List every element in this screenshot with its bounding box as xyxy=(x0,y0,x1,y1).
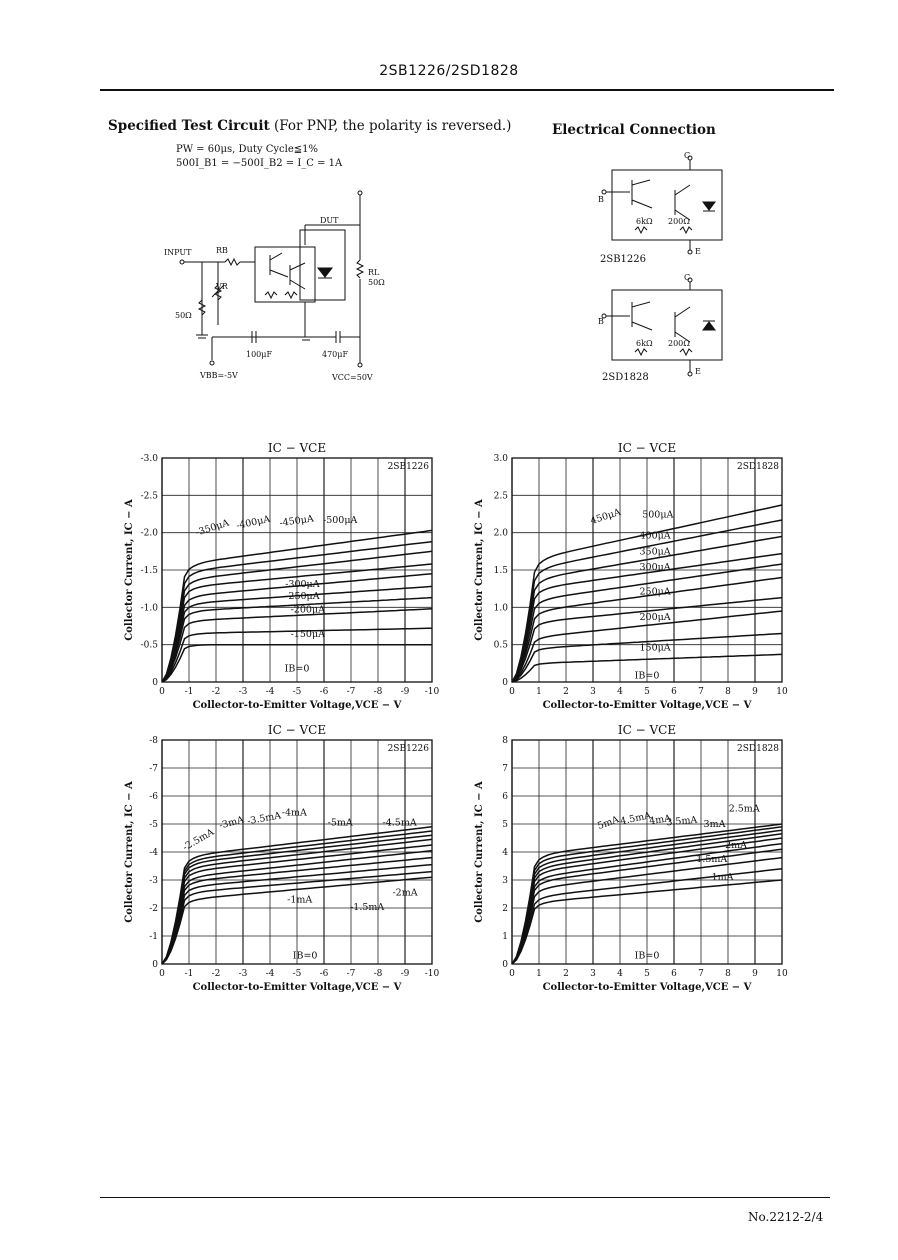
series-label: -200μA xyxy=(290,604,325,616)
x-tick-label: 7 xyxy=(698,687,704,697)
series-label: 1mA xyxy=(711,872,734,883)
x-tick-label: 3 xyxy=(590,969,596,979)
series-label: -2mA xyxy=(392,887,418,899)
y-tick-label: 0.5 xyxy=(493,640,508,651)
label-vr: VR xyxy=(216,282,228,291)
x-tick-label: -9 xyxy=(400,969,410,979)
y-tick-label: 0 xyxy=(152,960,158,970)
x-tick-label: 5 xyxy=(644,969,650,979)
y-tick-label: 5 xyxy=(502,820,508,830)
ec2-b-label: B xyxy=(598,317,604,326)
y-axis-label: Collector Current, IC − A xyxy=(474,499,485,641)
document-title: 2SB1226/2SD1828 xyxy=(379,63,519,79)
series-label: 3.5mA xyxy=(665,814,698,829)
series-label: 400μA xyxy=(639,530,671,542)
label-vbb: VBB=-5V xyxy=(200,371,238,380)
test-circuit-note-ib: 500I_B1 = −500I_B2 = I_C = 1A xyxy=(176,158,343,169)
series-label: IB=0 xyxy=(292,950,318,962)
x-tick-label: -8 xyxy=(373,687,383,697)
input-terminal xyxy=(180,260,184,264)
x-tick-label: 8 xyxy=(725,969,731,979)
series-label: 300μA xyxy=(639,562,671,573)
series-label: 1.5mA xyxy=(696,853,728,865)
series-label: 2.5mA xyxy=(728,803,760,815)
dut-box xyxy=(255,247,315,302)
chart-ic-vce-2sb1226-high xyxy=(110,720,450,1000)
x-tick-label: -10 xyxy=(424,687,440,697)
y-tick-label: -1.5 xyxy=(140,566,158,576)
series-label: 4mA xyxy=(648,813,672,828)
series-label: 5mA xyxy=(596,814,621,832)
ec1-b-label: B xyxy=(598,195,604,204)
ec2-r1-label: 6kΩ xyxy=(636,339,653,348)
chart-ic-vce-2sd1828-low xyxy=(460,438,800,718)
series-label: -4mA xyxy=(281,807,307,819)
series-label: IB=0 xyxy=(634,950,660,962)
ec2-part-name: 2SD1828 xyxy=(602,372,649,383)
chart-device-tag: 2SD1828 xyxy=(736,462,779,472)
x-tick-label: -2 xyxy=(211,687,221,697)
series-label: -2.5mA xyxy=(180,826,217,854)
y-tick-label: -7 xyxy=(149,764,158,774)
series-label: -5mA xyxy=(327,817,353,829)
chart-title: IC − VCE xyxy=(617,441,677,455)
y-tick-label: 0 xyxy=(502,678,508,688)
ec1-r2-label: 200Ω xyxy=(668,217,690,226)
y-axis-label: Collector Current, IC − A xyxy=(124,781,135,923)
x-tick-label: 1 xyxy=(536,687,542,697)
y-tick-label: 2.0 xyxy=(493,528,508,539)
label-vcc: VCC=50V xyxy=(332,373,373,382)
y-tick-label: -1.0 xyxy=(140,603,158,614)
label-c100: 100μF xyxy=(246,350,273,359)
series-label: -450μA xyxy=(278,513,315,530)
x-tick-label: -3 xyxy=(238,687,248,697)
vcc-terminal xyxy=(358,363,362,367)
y-tick-label: -3 xyxy=(149,876,158,886)
x-tick-label: -7 xyxy=(346,687,356,697)
test-circuit-title-bold: Specified Test Circuit xyxy=(108,118,270,134)
vbb-terminal xyxy=(210,361,214,365)
y-axis-label: Collector Current, IC − A xyxy=(124,499,135,641)
label-r50: 50Ω xyxy=(175,311,192,320)
chart-title: IC − VCE xyxy=(617,723,677,737)
y-tick-label: -2 xyxy=(149,904,158,914)
footer-rule xyxy=(100,1197,830,1198)
chart-device-tag: 2SB1226 xyxy=(387,462,429,472)
connection-2sb1226 xyxy=(598,151,722,265)
x-tick-label: 9 xyxy=(752,969,758,979)
series-label: -150μA xyxy=(290,629,325,641)
x-tick-label: 7 xyxy=(698,969,704,979)
y-tick-label: -2.5 xyxy=(140,491,158,502)
x-tick-label: 9 xyxy=(752,687,758,697)
y-tick-label: 0 xyxy=(152,678,158,688)
series-label: IB=0 xyxy=(634,670,660,682)
x-tick-label: -6 xyxy=(319,687,329,697)
x-tick-label: -3 xyxy=(238,969,248,979)
x-tick-label: -1 xyxy=(184,969,194,979)
series-label: 450μA xyxy=(589,506,623,527)
ec2-c-label: C xyxy=(684,273,691,282)
series-label: 3mA xyxy=(703,818,726,830)
y-tick-label: 1.5 xyxy=(493,566,508,576)
y-tick-label: 2.5 xyxy=(493,491,508,502)
x-tick-label: 10 xyxy=(776,969,788,979)
x-tick-label: 6 xyxy=(671,687,677,697)
ec2-r2-label: 200Ω xyxy=(668,339,690,348)
ec2-e-label: E xyxy=(695,367,701,376)
label-rl-value: 50Ω xyxy=(368,278,385,287)
y-tick-label: -2.0 xyxy=(140,528,158,539)
series-label: 2mA xyxy=(725,839,748,851)
y-tick-label: 6 xyxy=(502,792,508,802)
series-label: -350μA xyxy=(194,517,231,539)
x-tick-label: -8 xyxy=(373,969,383,979)
x-tick-label: 4 xyxy=(617,969,623,979)
x-tick-label: -6 xyxy=(319,969,329,979)
ec1-r1-label: 6kΩ xyxy=(636,217,653,226)
series-label: -250μA xyxy=(285,591,320,603)
x-tick-label: 0 xyxy=(159,687,165,697)
y-tick-label: 8 xyxy=(502,736,508,746)
chart-device-tag: 2SB1226 xyxy=(387,744,429,754)
series-label: 4.5mA xyxy=(619,810,652,828)
rl-resistor xyxy=(357,260,363,278)
x-tick-label: 0 xyxy=(509,969,515,979)
x-axis-label: Collector-to-Emitter Voltage,VCE − V xyxy=(192,700,402,711)
series-label: 500μA xyxy=(642,509,674,521)
x-tick-label: 5 xyxy=(644,687,650,697)
series-label: -300μA xyxy=(285,579,320,591)
chart-title: IC − VCE xyxy=(267,441,327,455)
chart-title: IC − VCE xyxy=(267,723,327,737)
x-tick-label: 0 xyxy=(159,969,165,979)
series-label: IB=0 xyxy=(284,663,310,675)
x-tick-label: -1 xyxy=(184,687,194,697)
y-tick-label: -8 xyxy=(149,736,158,746)
label-input: INPUT xyxy=(164,248,192,257)
x-tick-label: 6 xyxy=(671,969,677,979)
x-axis-label: Collector-to-Emitter Voltage,VCE − V xyxy=(192,982,402,993)
rb-resistor xyxy=(225,259,240,265)
series-label: 250μA xyxy=(639,586,671,598)
electrical-connection-diagrams xyxy=(590,150,740,390)
y-tick-label: 7 xyxy=(502,764,508,774)
y-tick-label: 1.0 xyxy=(493,603,508,614)
x-tick-label: 4 xyxy=(617,687,623,697)
y-tick-label: -0.5 xyxy=(140,640,158,651)
y-axis-label: Collector Current, IC − A xyxy=(474,781,485,923)
y-tick-label: 3.0 xyxy=(493,454,508,464)
label-rl: RL xyxy=(368,268,380,277)
test-circuit-title xyxy=(108,118,511,134)
x-tick-label: 1 xyxy=(536,969,542,979)
y-tick-label: -3.0 xyxy=(140,454,158,464)
y-tick-label: -6 xyxy=(149,792,158,802)
x-tick-label: 2 xyxy=(563,687,569,697)
test-circuit-schematic xyxy=(160,185,400,385)
test-circuit-title-note: (For PNP, the polarity is reversed.) xyxy=(269,118,512,134)
y-tick-label: 3 xyxy=(502,876,508,886)
series-label: -1mA xyxy=(287,894,313,906)
y-tick-label: -4 xyxy=(149,848,158,858)
series-label: 200μA xyxy=(639,612,671,624)
chart-ic-vce-2sb1226-low xyxy=(110,438,450,718)
chart-ic-vce-2sd1828-high xyxy=(460,720,800,1000)
series-label: 350μA xyxy=(639,546,671,558)
x-tick-label: 2 xyxy=(563,969,569,979)
series-label: -3.5mA xyxy=(246,810,282,828)
series-label: -4.5mA xyxy=(382,817,417,829)
x-tick-label: -10 xyxy=(424,969,440,979)
series-label: -500μA xyxy=(323,514,358,526)
x-axis-label: Collector-to-Emitter Voltage,VCE − V xyxy=(542,700,752,711)
connection-2sd1828 xyxy=(598,273,722,383)
x-tick-label: -4 xyxy=(265,969,275,979)
ec1-c-label: C xyxy=(684,151,691,160)
y-tick-label: 0 xyxy=(502,960,508,970)
y-tick-label: 1 xyxy=(502,932,508,942)
y-tick-label: -1 xyxy=(149,932,158,942)
x-tick-label: -2 xyxy=(211,969,221,979)
series-label: 150μA xyxy=(639,642,671,654)
test-circuit-note-pw: PW = 60μs, Duty Cycle≦1% xyxy=(176,144,319,155)
ec1-e-label: E xyxy=(695,247,701,256)
page-number: No.2212-2/4 xyxy=(748,1210,824,1224)
x-tick-label: -9 xyxy=(400,687,410,697)
y-tick-label: 2 xyxy=(502,904,508,914)
header-rule xyxy=(100,89,834,91)
x-tick-label: 3 xyxy=(590,687,596,697)
x-axis-label: Collector-to-Emitter Voltage,VCE − V xyxy=(542,982,752,993)
electrical-connection-title: Electrical Connection xyxy=(552,122,716,138)
label-rb: RB xyxy=(216,246,228,255)
x-tick-label: -7 xyxy=(346,969,356,979)
x-tick-label: -5 xyxy=(292,969,302,979)
x-tick-label: 8 xyxy=(725,687,731,697)
x-tick-label: -4 xyxy=(265,687,275,697)
series-label: -3mA xyxy=(217,814,246,832)
label-dut: DUT xyxy=(320,216,339,225)
chart-device-tag: 2SD1828 xyxy=(736,744,779,754)
ec1-part-name: 2SB1226 xyxy=(600,254,647,265)
y-tick-label: -5 xyxy=(149,820,158,830)
x-tick-label: -5 xyxy=(292,687,302,697)
series-label: -1.5mA xyxy=(350,902,385,914)
series-label: -400μA xyxy=(235,513,272,532)
x-tick-label: 10 xyxy=(776,687,788,697)
x-tick-label: 0 xyxy=(509,687,515,697)
y-tick-label: 4 xyxy=(502,848,508,858)
label-c470: 470μF xyxy=(322,350,349,359)
